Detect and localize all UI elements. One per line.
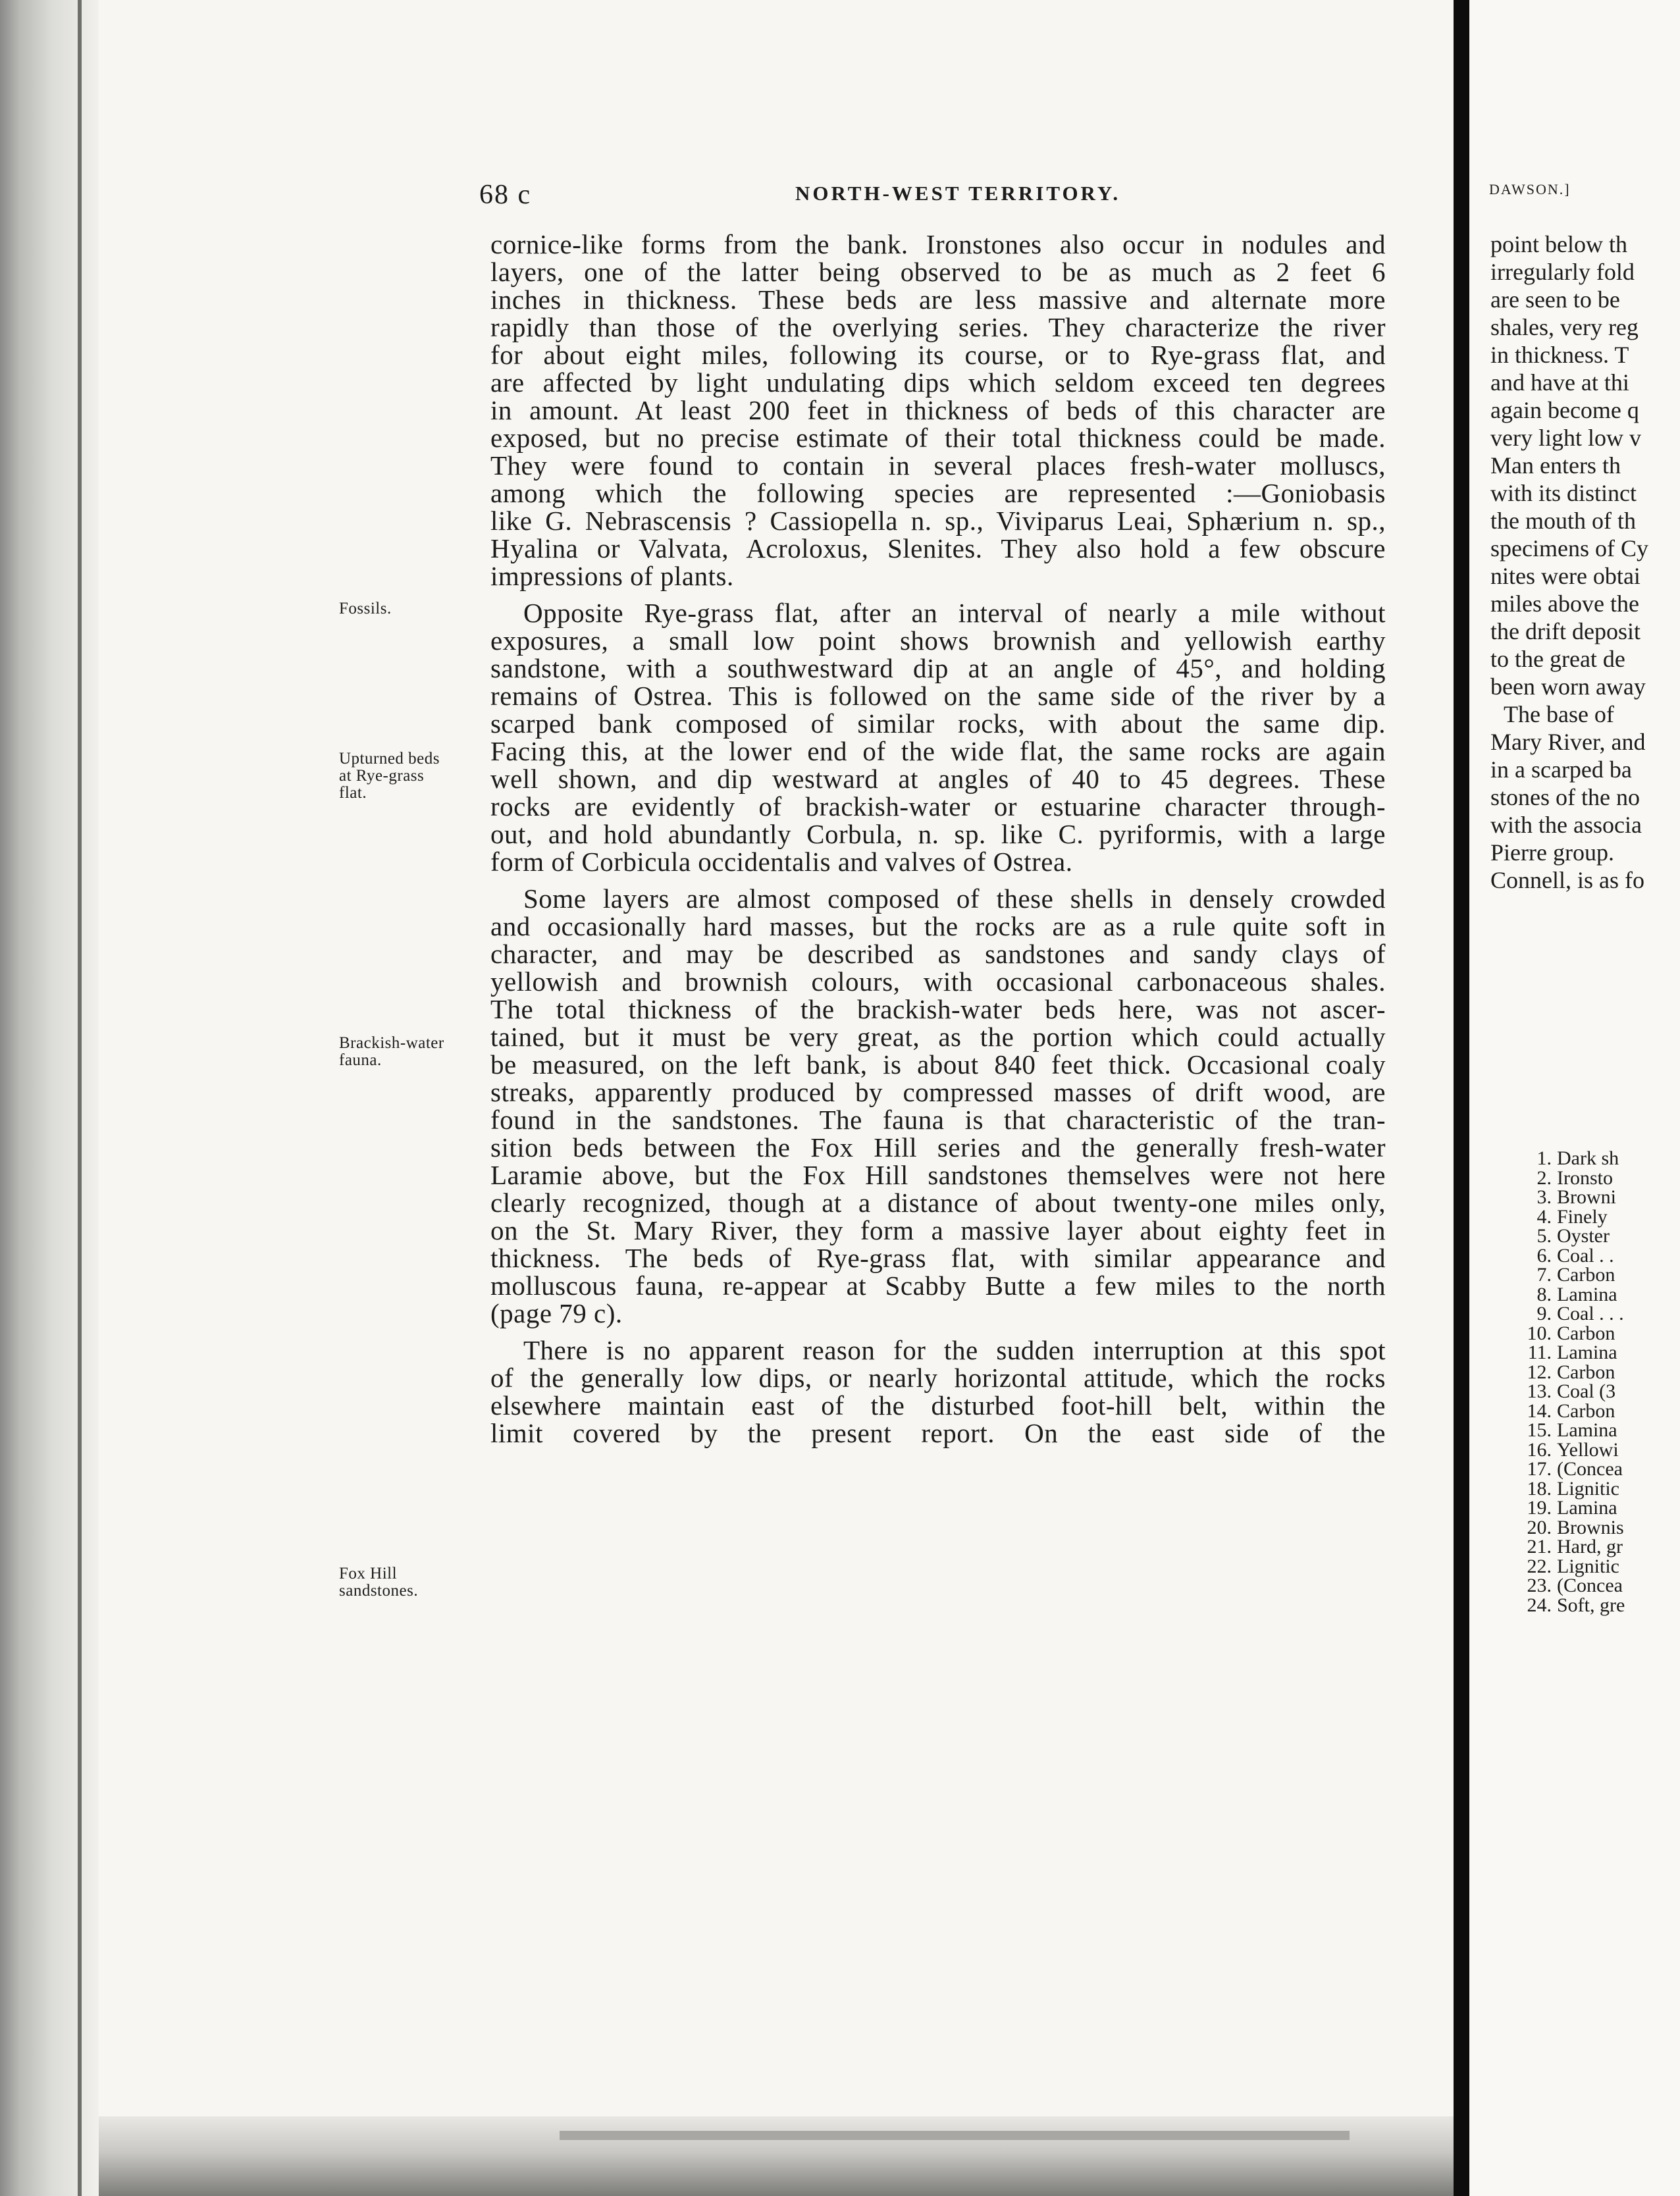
facing-line: irregularly fold	[1490, 259, 1635, 285]
section-list-item	[1489, 1440, 1680, 1460]
section-list-item	[1489, 1421, 1680, 1440]
section-label: Carbon	[1557, 1361, 1615, 1383]
section-list-item	[1489, 1246, 1680, 1266]
paragraph-start-line: Some layers are almost composed of these shells in densely crowded	[523, 883, 1386, 914]
facing-line: the drift deposit	[1490, 618, 1641, 644]
facing-page-section-list	[1489, 1149, 1680, 1615]
section-number: 11.	[1527, 1342, 1552, 1363]
body-line: thickness. The beds of Rye-grass flat, with similar appearance and	[490, 1243, 1386, 1273]
section-label: Carbon	[1557, 1322, 1615, 1344]
body-line: cornice-like forms from the bank. Ironstones also occur in nodules and	[490, 229, 1386, 259]
running-title: NORTH-WEST TERRITORY.	[795, 182, 1121, 205]
body-line: for about eight miles, following its course, or to Rye-grass flat, and	[490, 340, 1386, 370]
body-line: (page 79 c).	[490, 1298, 623, 1328]
section-list-item	[1489, 1363, 1680, 1382]
facing-line: Pierre group.	[1490, 839, 1614, 866]
section-list-item	[1489, 1401, 1680, 1421]
bottom-page-edge	[99, 2116, 1455, 2196]
body-line: well shown, and dip westward at angles of 40 to 45 degrees. These	[490, 764, 1386, 794]
facing-line: Connell, is as fo	[1490, 867, 1644, 893]
section-number: 9.	[1536, 1303, 1552, 1324]
facing-line: to the great de	[1490, 646, 1625, 672]
section-list-item	[1489, 1149, 1680, 1168]
body-line: molluscous fauna, re-appear at Scabby Butte a few miles to the north	[490, 1270, 1386, 1301]
section-number: 15.	[1527, 1419, 1552, 1441]
body-line: elsewhere maintain east of the disturbed foot-hill belt, within the	[490, 1390, 1386, 1421]
facing-page-text	[1490, 230, 1680, 894]
margin-note-line: Upturned beds	[339, 750, 440, 768]
section-list-item	[1489, 1576, 1680, 1596]
body-line: exposed, but no precise estimate of their total thickness could be made.	[490, 423, 1386, 453]
section-list-item	[1489, 1537, 1680, 1557]
margin-note-fox-hill	[339, 1565, 490, 1600]
section-label: Coal . .	[1557, 1244, 1614, 1267]
section-list-item	[1489, 1188, 1680, 1207]
section-number: 10.	[1527, 1322, 1552, 1344]
body-line: be measured, on the left bank, is about 840 feet thick. Occasional coaly	[490, 1049, 1386, 1080]
section-number: 5.	[1536, 1225, 1552, 1247]
section-number: 8.	[1536, 1283, 1552, 1305]
section-number: 7.	[1536, 1264, 1552, 1286]
section-number: 4.	[1536, 1205, 1552, 1228]
section-number: 20.	[1527, 1516, 1552, 1538]
left-binding-edge	[0, 0, 99, 2196]
section-list-item	[1489, 1518, 1680, 1538]
facing-line: again become q	[1490, 397, 1639, 423]
section-label: Lamina	[1557, 1342, 1617, 1363]
body-line: streaks, apparently produced by compressed masses of drift wood, are	[490, 1077, 1386, 1107]
margin-note-fossils	[339, 600, 490, 617]
section-number: 23.	[1527, 1575, 1552, 1596]
facing-line: The base of	[1504, 701, 1614, 727]
margin-note-line: Fox Hill	[339, 1565, 398, 1582]
section-list-item	[1489, 1168, 1680, 1188]
facing-page-header: DAWSON.]	[1489, 181, 1571, 197]
section-label: Lamina	[1557, 1419, 1617, 1441]
margin-note-line: Brackish-water	[339, 1034, 444, 1052]
section-label: Browni	[1557, 1186, 1616, 1208]
section-label: Lignitic	[1557, 1555, 1619, 1577]
section-label: Coal (3	[1557, 1380, 1616, 1402]
section-list-item	[1489, 1207, 1680, 1227]
facing-line: Mary River, and	[1490, 729, 1646, 755]
section-label: (Concea	[1557, 1575, 1623, 1596]
section-list-item	[1489, 1324, 1680, 1344]
page-number: 68 c	[479, 180, 532, 210]
margin-note-line: Fossils.	[339, 600, 392, 617]
margin-note-line: flat.	[339, 784, 367, 802]
facing-line: stones of the no	[1490, 784, 1640, 810]
section-number: 19.	[1527, 1497, 1552, 1519]
facing-page	[1469, 0, 1680, 2196]
margin-note-brackish-water	[339, 1035, 490, 1069]
section-list-item	[1489, 1304, 1680, 1324]
body-line: sition beds between the Fox Hill series and the generally fresh-water	[490, 1132, 1386, 1163]
body-line: form of Corbicula occidentalis and valves of Ostrea.	[490, 847, 1073, 877]
margin-note-line: fauna.	[339, 1051, 382, 1069]
margin-note-line: at Rye-grass	[339, 767, 425, 785]
section-label: Lignitic	[1557, 1477, 1619, 1500]
section-label: (Concea	[1557, 1458, 1623, 1480]
body-line: on the St. Mary River, they form a massive layer about eighty feet in	[490, 1215, 1386, 1245]
section-list-item	[1489, 1226, 1680, 1246]
body-line: clearly recognized, though at a distance of about twenty-one miles only,	[490, 1188, 1386, 1218]
section-label: Carbon	[1557, 1264, 1615, 1286]
body-line: tained, but it must be very great, as the portion which could actually	[490, 1022, 1386, 1052]
section-label: Hard, gr	[1557, 1536, 1623, 1557]
section-list-item	[1489, 1479, 1680, 1499]
body-line: and occasionally hard masses, but the rocks are as a rule quite soft in	[490, 911, 1386, 941]
body-line: exposures, a small low point shows brownish and yellowish earthy	[490, 625, 1386, 656]
section-number: 24.	[1527, 1594, 1552, 1616]
section-number: 14.	[1527, 1399, 1552, 1422]
body-line: in amount. At least 200 feet in thickness of beds of this character are	[490, 395, 1386, 425]
center-fold	[1454, 0, 1469, 2196]
section-number: 13.	[1527, 1380, 1552, 1402]
section-label: Dark sh	[1557, 1147, 1619, 1169]
section-number: 21.	[1527, 1536, 1552, 1557]
section-number: 22.	[1527, 1555, 1552, 1577]
paragraph-start-line: There is no apparent reason for the sudden interruption at this spot	[523, 1335, 1386, 1365]
facing-line: specimens of Cy	[1490, 535, 1648, 562]
body-line: are affected by light undulating dips which seldom exceed ten degrees	[490, 367, 1386, 398]
body-line: yellowish and brownish colours, with occasional carbonaceous shales.	[490, 966, 1386, 997]
facing-line: with its distinct	[1490, 480, 1637, 506]
body-text	[490, 230, 1386, 1447]
section-number: 12.	[1527, 1361, 1552, 1383]
section-number: 17.	[1527, 1458, 1552, 1480]
page-header	[479, 179, 1401, 212]
section-number: 6.	[1536, 1244, 1552, 1267]
paragraph-start-line: Opposite Rye-grass flat, after an interval of nearly a mile without	[523, 598, 1386, 628]
section-list-item	[1489, 1382, 1680, 1401]
body-line: Hyalina or Valvata, Acroloxus, Slenites. They also hold a few obscure	[490, 533, 1386, 563]
section-label: Carbon	[1557, 1399, 1615, 1422]
margin-note-upturned-beds	[339, 750, 490, 802]
body-line: rapidly than those of the overlying series. They characterize the river	[490, 312, 1386, 342]
body-line: They were found to contain in several places fresh-water molluscs,	[490, 450, 1386, 481]
section-list-item	[1489, 1498, 1680, 1518]
section-number: 16.	[1527, 1438, 1552, 1461]
section-label: Coal . . .	[1557, 1303, 1624, 1324]
body-line: inches in thickness. These beds are less massive and alternate more	[490, 284, 1386, 315]
body-line: impressions of plants.	[490, 561, 734, 591]
facing-line: shales, very reg	[1490, 314, 1639, 340]
section-list-item	[1489, 1265, 1680, 1285]
section-label: Oyster	[1557, 1225, 1610, 1247]
section-label: Lamina	[1557, 1283, 1617, 1305]
body-line: rocks are evidently of brackish-water or estuarine character through-	[490, 791, 1386, 822]
facing-line: miles above the	[1490, 590, 1639, 617]
section-number: 3.	[1536, 1186, 1552, 1208]
margin-note-line: sandstones.	[339, 1582, 419, 1600]
body-line: layers, one of the latter being observed to be as much as 2 feet 6	[490, 257, 1386, 287]
section-list-item	[1489, 1285, 1680, 1305]
facing-line: are seen to be	[1490, 286, 1620, 313]
body-line: limit covered by the present report. On the east side of the	[490, 1418, 1386, 1448]
facing-line: very light low v	[1490, 425, 1641, 451]
facing-line: point below th	[1490, 231, 1627, 257]
section-number: 18.	[1527, 1477, 1552, 1500]
body-line: of the generally low dips, or nearly horizontal attitude, which the rocks	[490, 1363, 1386, 1393]
section-label: Finely	[1557, 1205, 1608, 1228]
facing-line: with the associa	[1490, 812, 1642, 838]
section-list-item	[1489, 1596, 1680, 1615]
facing-line: nites were obtai	[1490, 563, 1641, 589]
facing-line: in a scarped ba	[1490, 756, 1632, 783]
binding-line	[78, 0, 82, 2196]
facing-line: the mouth of th	[1490, 508, 1636, 534]
facing-line: in thickness. T	[1490, 342, 1629, 368]
facing-line: been worn away	[1490, 673, 1646, 700]
section-number: 2.	[1536, 1166, 1552, 1189]
section-label: Yellowi	[1557, 1438, 1619, 1461]
body-line: sandstone, with a southwestward dip at an angle of 45°, and holding	[490, 653, 1386, 683]
section-number: 1.	[1536, 1147, 1552, 1169]
body-line: among which the following species are represented :—Goniobasis	[490, 478, 1386, 508]
section-label: Lamina	[1557, 1497, 1617, 1519]
body-line: Laramie above, but the Fox Hill sandstones themselves were not here	[490, 1160, 1386, 1190]
section-list-item	[1489, 1557, 1680, 1577]
section-label: Brownis	[1557, 1516, 1624, 1538]
section-list-item	[1489, 1459, 1680, 1479]
body-line: found in the sandstones. The fauna is that characteristic of the tran-	[490, 1105, 1386, 1135]
body-line: like G. Nebrascensis ? Cassiopella n. sp., Viviparus Leai, Sphærium n. sp.,	[490, 506, 1386, 536]
facing-line: and have at thi	[1490, 369, 1629, 396]
body-line: scarped bank composed of similar rocks, with about the same dip.	[490, 708, 1386, 739]
section-label: Soft, gre	[1557, 1594, 1625, 1616]
section-label: Ironsto	[1557, 1166, 1613, 1189]
section-list-item	[1489, 1343, 1680, 1363]
body-line: character, and may be described as sandstones and sandy clays of	[490, 939, 1386, 969]
body-line: Facing this, at the lower end of the wide flat, the same rocks are again	[490, 736, 1386, 766]
body-line: out, and hold abundantly Corbula, n. sp. like C. pyriformis, with a large	[490, 819, 1386, 849]
page-edge-strip	[560, 2131, 1350, 2140]
facing-line: Man enters th	[1490, 452, 1621, 479]
body-line: remains of Ostrea. This is followed on the same side of the river by a	[490, 681, 1386, 711]
body-line: The total thickness of the brackish-water beds here, was not ascer-	[490, 994, 1386, 1024]
